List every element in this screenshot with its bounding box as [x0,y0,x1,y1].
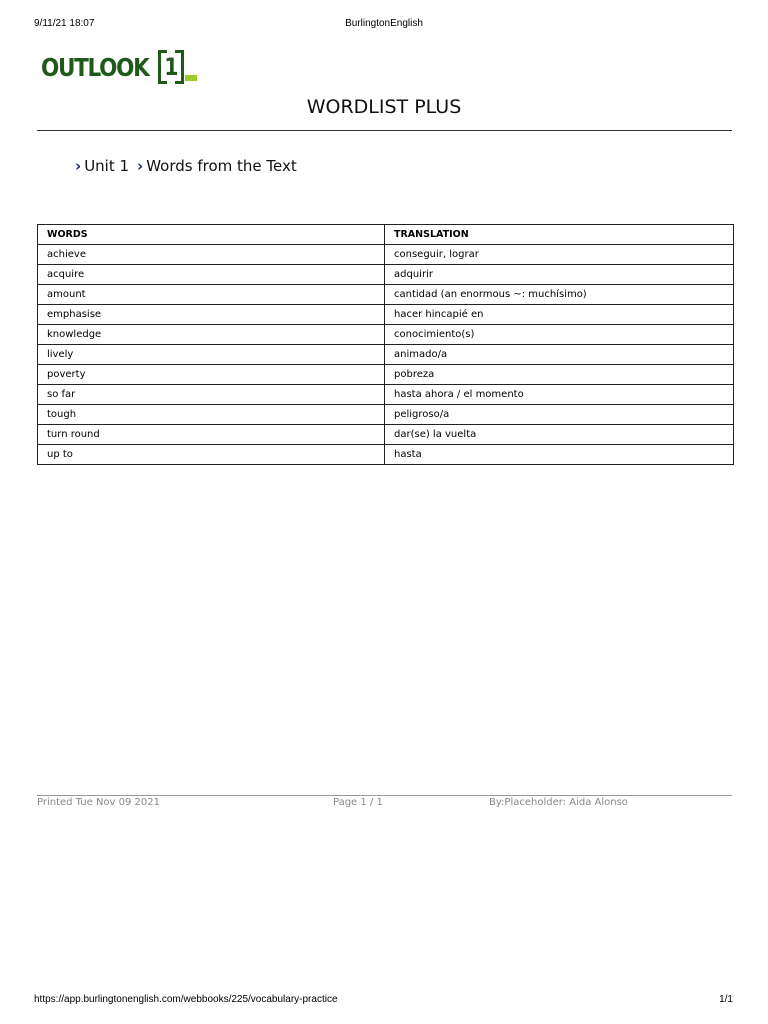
print-page-count: 1/1 [719,994,733,1005]
table-row [38,285,734,305]
word-cell: tough [38,405,385,425]
print-datetime: 9/11/21 18:07 [34,18,95,29]
word-cell: acquire [38,265,385,285]
logo-number: 1 [163,53,179,81]
word-cell: poverty [38,365,385,385]
logo-word: OUTLOOK [41,52,149,82]
translation-cell: peligroso/a [385,405,734,425]
table-row [38,425,734,445]
word-cell: achieve [38,245,385,265]
wordlist-table [37,224,734,465]
header-words: WORDS [38,225,385,245]
print-site-title: BurlingtonEnglish [345,18,423,29]
word-cell: turn round [38,425,385,445]
table-row [38,265,734,285]
translation-cell: hasta ahora / el momento [385,385,734,405]
table-row [38,245,734,265]
translation-cell: conseguir, lograr [385,245,734,265]
table-row [38,385,734,405]
word-cell: emphasise [38,305,385,325]
word-cell: lively [38,345,385,365]
table-row [38,305,734,325]
print-url: https://app.burlingtonenglish.com/webbooks/225/vocabulary-practice [34,994,338,1005]
table-header-row [38,225,734,245]
word-cell: amount [38,285,385,305]
translation-cell: hasta [385,445,734,465]
translation-cell: animado/a [385,345,734,365]
translation-cell: cantidad (an enormous ~: muchísimo) [385,285,734,305]
translation-cell: adquirir [385,265,734,285]
breadcrumb-unit[interactable]: Unit 1 [84,157,130,175]
outlook-logo [41,48,197,86]
page-title: WORDLIST PLUS [306,96,462,118]
logo-bracket [158,50,184,84]
translation-cell: hacer hincapié en [385,305,734,325]
translation-cell: dar(se) la vuelta [385,425,734,445]
word-cell: so far [38,385,385,405]
chevron-right-icon: › [75,157,82,175]
printed-by: By:Placeholder: Aida Alonso [489,797,628,808]
title-divider [37,130,732,131]
chevron-right-icon: › [137,157,144,175]
breadcrumb-section[interactable]: Words from the Text [146,157,297,175]
translation-cell: pobreza [385,365,734,385]
footer-divider [37,795,732,796]
table-row [38,445,734,465]
table-row [38,345,734,365]
word-cell: knowledge [38,325,385,345]
table-row [38,325,734,345]
word-cell: up to [38,445,385,465]
breadcrumb [75,157,305,175]
page-indicator: Page 1 / 1 [333,797,383,808]
printed-date: Printed Tue Nov 09 2021 [37,797,160,808]
logo-accent-dash [185,75,197,81]
header-translation: TRANSLATION [385,225,734,245]
table-row [38,405,734,425]
translation-cell: conocimiento(s) [385,325,734,345]
table-row [38,365,734,385]
